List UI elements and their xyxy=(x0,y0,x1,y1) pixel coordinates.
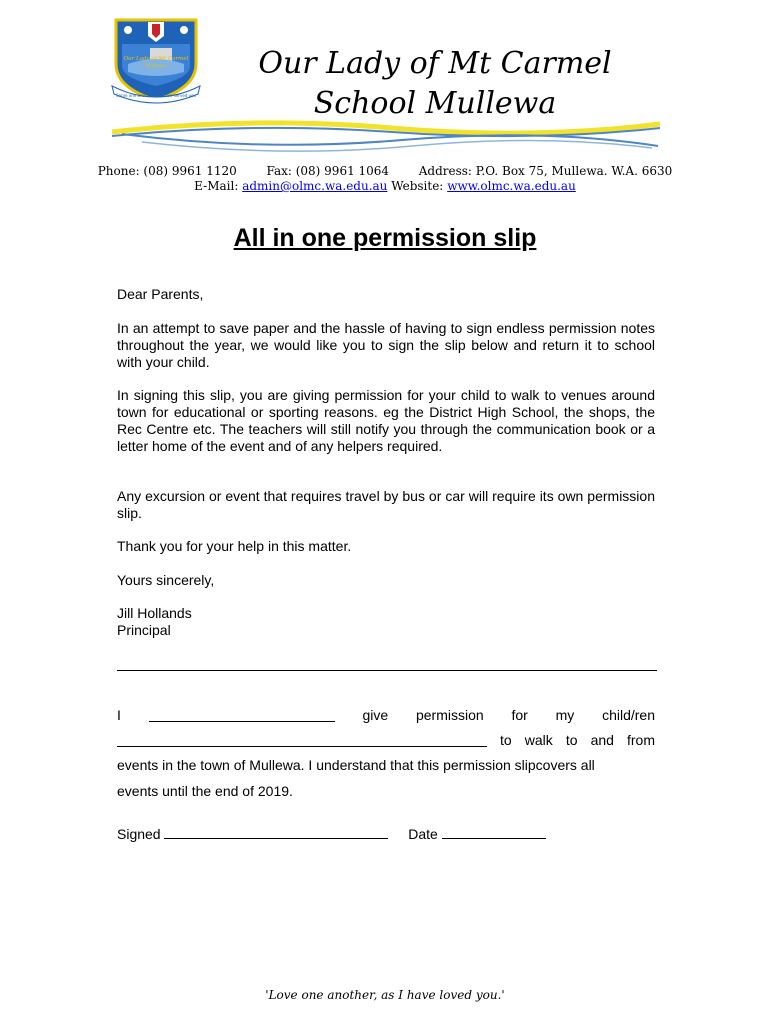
parent-name-field[interactable] xyxy=(149,707,335,722)
child-name-field[interactable] xyxy=(117,732,487,747)
email-link[interactable]: admin@olmc.wa.edu.au xyxy=(242,179,388,193)
slip-and: and xyxy=(590,732,614,748)
fax-text: Fax: (08) 9961 1064 xyxy=(266,164,390,178)
contact-line-1 xyxy=(0,164,770,178)
slip-to: to xyxy=(500,732,512,748)
closing-line: Yours sincerely, xyxy=(117,572,215,588)
slip-line-1 xyxy=(117,707,655,723)
website-link[interactable]: www.olmc.wa.edu.au xyxy=(447,179,576,193)
greeting: Dear Parents, xyxy=(117,286,204,302)
signatory-title: Principal xyxy=(117,622,171,638)
date-field[interactable] xyxy=(442,824,546,839)
slip-child: child/ren xyxy=(602,707,655,723)
paragraph-3: Any excursion or event that requires travel by bus or car will require its own permission slip. xyxy=(117,488,655,521)
tear-off-divider xyxy=(117,670,657,671)
page-title: All in one permission slip xyxy=(233,224,537,252)
signatory-name: Jill Hollands xyxy=(117,605,192,621)
paragraph-1: In an attempt to save paper and the hassle of having to sign endless permission notes throughout the year, we would like you to sign the slip below and return it to school with your child. xyxy=(117,320,655,370)
slip-for: for xyxy=(511,707,528,723)
slip-line-4: events until the end of 2019. xyxy=(117,783,293,799)
slip-i: I xyxy=(117,707,121,723)
slip-from: from xyxy=(626,732,655,748)
header-wave-decoration xyxy=(112,118,660,158)
slip-give: give xyxy=(362,707,389,723)
slip-walk: walk xyxy=(524,732,553,748)
paragraph-2: In signing this slip, you are giving permission for your child to walk to venues around town for educational or sporting reasons. eg the District High School, the shops, the Rec Centre etc. The teachers will still notify you through the communication book or a letter home of the event and of any helpers required. xyxy=(117,387,655,454)
svg-text:Mullewa: Mullewa xyxy=(145,63,167,69)
school-name-line2: School Mullewa xyxy=(313,86,557,121)
signature-field[interactable] xyxy=(164,824,388,839)
website-label: Website: xyxy=(391,179,444,193)
signature-row xyxy=(117,824,655,842)
date-label: Date xyxy=(408,826,438,842)
email-label: E-Mail: xyxy=(194,179,239,193)
slip-line-3: events in the town of Mullewa. I understand that this permission slipcovers all xyxy=(117,757,595,773)
school-name-line1: Our Lady of Mt Carmel xyxy=(258,46,612,81)
thanks-line: Thank you for your help in this matter. xyxy=(117,538,352,554)
slip-my: my xyxy=(555,707,575,723)
phone-text: Phone: (08) 9961 1120 xyxy=(97,164,237,178)
svg-text:Our Lady of Mt Carmel: Our Lady of Mt Carmel xyxy=(123,56,189,62)
contact-line-2 xyxy=(0,179,770,193)
footer-motto: 'Love one another, as I have loved you.' xyxy=(265,988,505,1002)
svg-text:Serve one another as I have se: Serve one another as I have served you xyxy=(116,93,196,98)
address-text: Address: P.O. Box 75, Mullewa. W.A. 6630 xyxy=(418,164,673,178)
slip-to2: to xyxy=(565,732,578,748)
slip-permission: permission xyxy=(415,707,484,723)
school-crest-logo xyxy=(108,14,204,104)
slip-line-2 xyxy=(117,732,655,748)
signed-label: Signed xyxy=(117,826,161,842)
